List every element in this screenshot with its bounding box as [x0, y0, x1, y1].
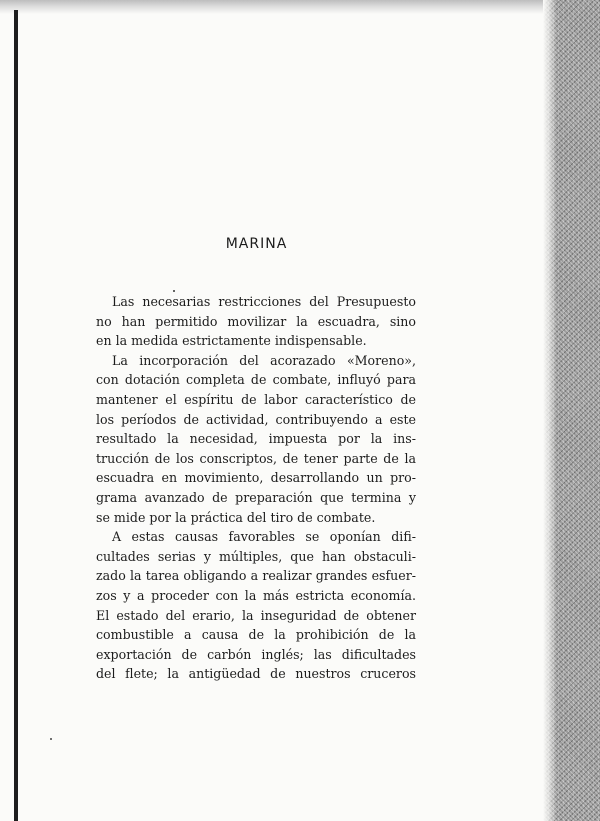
text-line: combustible a causa de la prohibición de la	[96, 627, 416, 643]
top-scan-shadow	[0, 0, 600, 14]
text-line: zado la tarea obligando a realizar grandes esfuer-	[96, 568, 416, 584]
page-edge-texture	[543, 0, 600, 821]
text-line: Las necesarias restricciones del Presupuesto	[112, 294, 416, 309]
text-line: resultado la necesidad, impuesta por la ins-	[96, 431, 416, 447]
text-line: El estado del erario, la inseguridad de obtener	[96, 607, 416, 623]
body-text	[96, 292, 416, 684]
text-line: en la medida estrictamente indispensable.	[96, 333, 367, 349]
section-heading: MARINA	[225, 236, 288, 252]
text-line: La incorporación del acorazado «Moreno»,	[112, 352, 416, 368]
text-line: A estas causas favorables se oponían difi-	[112, 529, 416, 545]
text-line: mantener el espíritu de labor característico de	[96, 391, 416, 407]
text-line: los períodos de actividad, contribuyendo a este	[96, 411, 416, 427]
text-line: con dotación completa de combate, influyó para	[96, 372, 416, 388]
binding-edge	[14, 10, 18, 821]
text-line: escuadra en movimiento, desarrollando un pro-	[96, 470, 416, 486]
text-line: grama avanzado de preparación que termina y	[96, 489, 416, 505]
text-line: trucción de los conscriptos, de tener parte de la	[96, 450, 416, 466]
text-line: no han permitido movilizar la escuadra, sino	[96, 313, 416, 329]
text-line: cultades serias y múltiples, que han obstaculi-	[96, 548, 416, 564]
ink-speck	[50, 738, 52, 740]
text-line: del flete; la antigüedad de nuestros cruceros	[96, 666, 416, 682]
text-line: zos y a proceder con la más estricta economía.	[96, 587, 416, 603]
text-line: exportación de carbón inglés; las dificultades	[96, 646, 416, 662]
text-line: se mide por la práctica del tiro de combate.	[96, 509, 376, 525]
